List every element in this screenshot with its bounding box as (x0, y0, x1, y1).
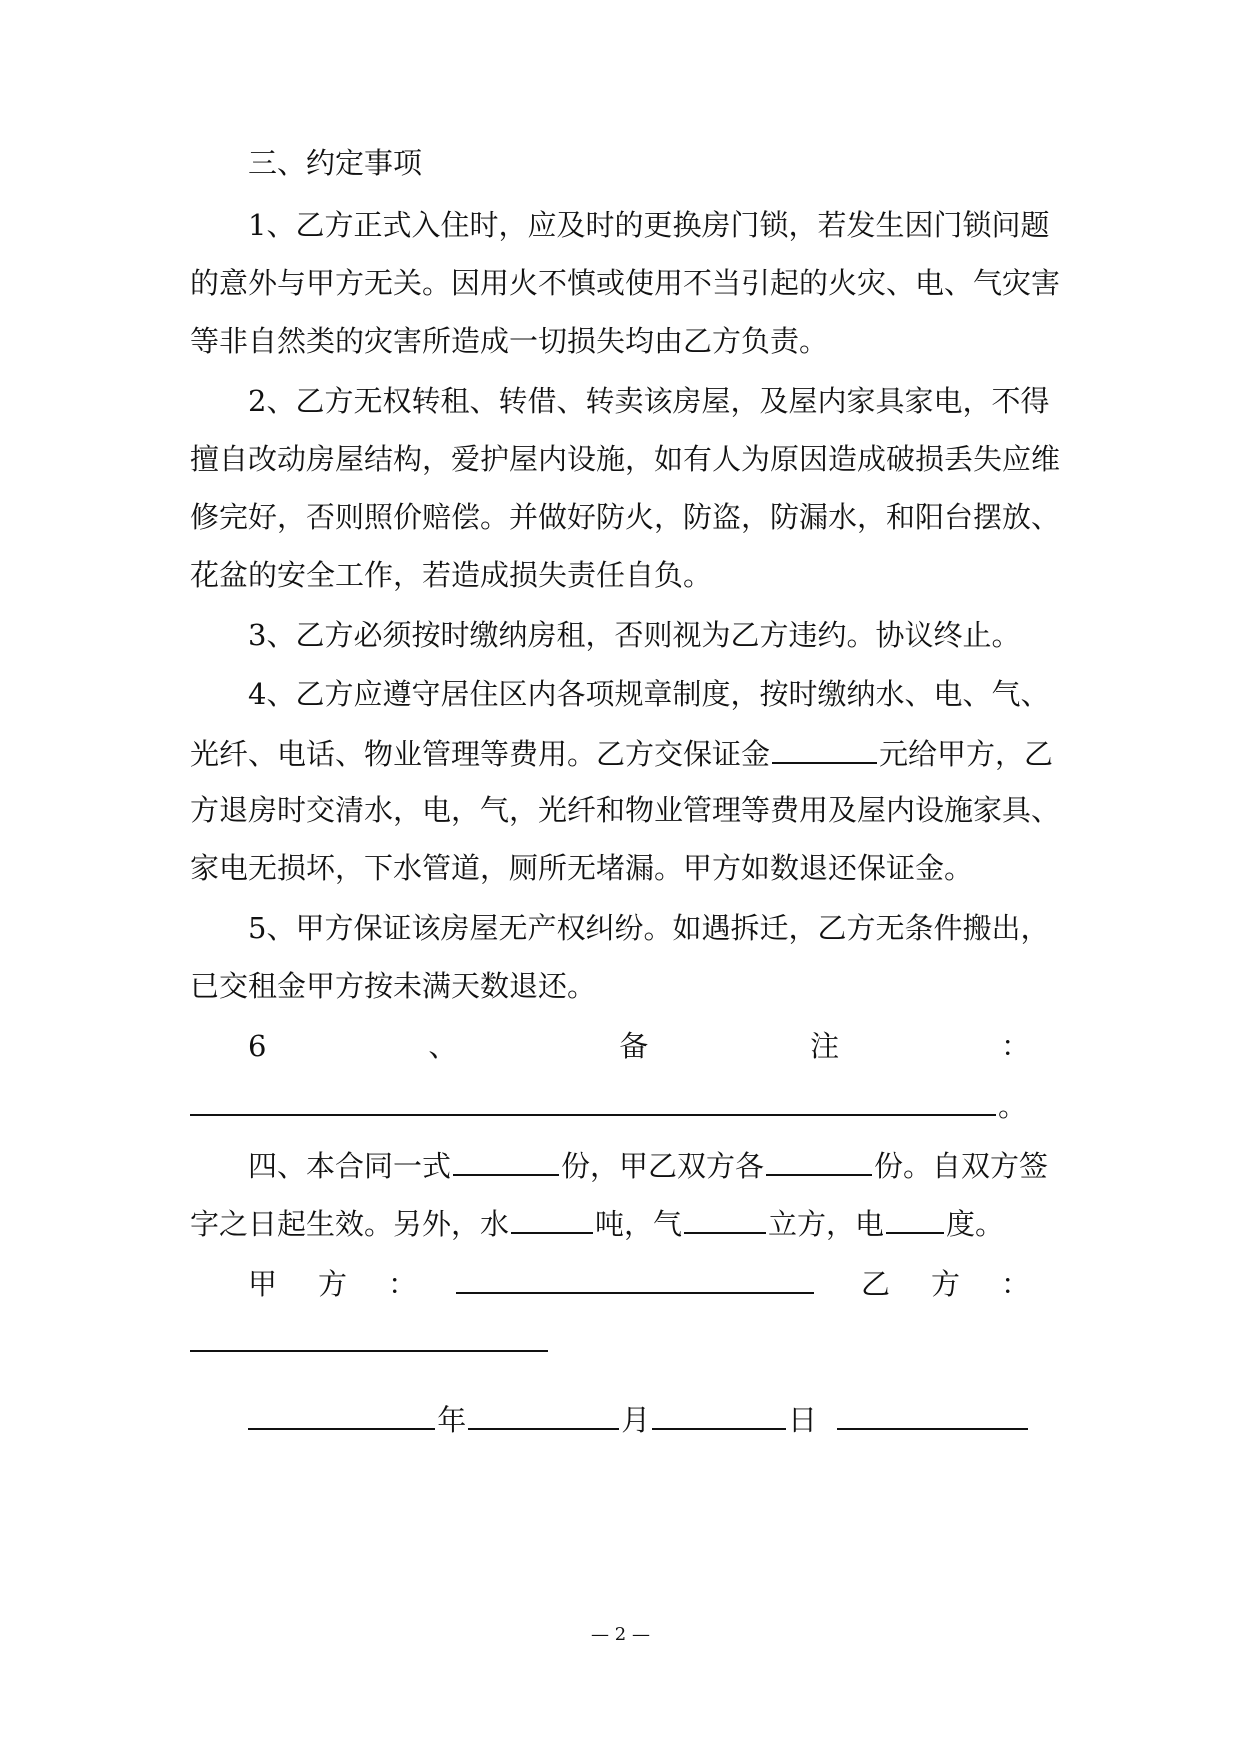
party-b-signature-blank[interactable] (190, 1320, 548, 1352)
deposit-blank[interactable] (772, 732, 877, 764)
item-6-part: 6 (248, 1029, 267, 1063)
party-b-label: 乙 方 ： (860, 1267, 1030, 1301)
item-5-line-2: 已交租金甲方按未满天数退还。 (190, 969, 597, 1003)
day-label: 日 (787, 1403, 817, 1437)
item-6-part: 备 (619, 1029, 649, 1063)
item-2-line-4: 花盆的安全工作，若造成损失责任自负。 (190, 558, 713, 592)
item-2-line-3: 修完好，否则照价赔偿。并做好防火，防盗，防漏水，和阳台摆放、 (190, 500, 1061, 534)
gas-blank[interactable] (684, 1202, 766, 1234)
item-1-line-1: 1、乙方正式入住时，应及时的更换房门锁，若发生因门锁问题 (248, 208, 1050, 242)
item-5-line-1: 5、甲方保证该房屋无产权纠纷。如遇拆迁，乙方无条件搬出， (248, 911, 1050, 945)
signature-row (248, 1262, 1030, 1302)
section-4-line-1 (248, 1144, 1050, 1184)
year-label: 年 (437, 1403, 467, 1437)
party-a-label: 甲 方 ： (248, 1267, 418, 1301)
item-4-line-2 (190, 732, 1054, 772)
page-number: — 2 — (591, 1624, 650, 1645)
item-6-remark-label (248, 1026, 1030, 1066)
item-4-line-1: 4、乙方应遵守居住区内各项规章制度，按时缴纳水、电、气、 (248, 677, 1050, 711)
electricity-blank[interactable] (886, 1202, 944, 1234)
section-4-text-c: 份。自双方签 (874, 1149, 1049, 1183)
item-6-end: 。 (998, 1089, 1028, 1123)
date-year-blank[interactable] (248, 1398, 435, 1430)
month-label: 月 (621, 1403, 651, 1437)
copies-each-blank[interactable] (766, 1144, 872, 1176)
section-4-text-a: 四、本合同一式 (248, 1149, 452, 1183)
date-day-blank[interactable] (652, 1398, 786, 1430)
item-6-part: 注 (810, 1029, 840, 1063)
copies-total-blank[interactable] (453, 1144, 559, 1176)
item-6-part: ： (1000, 1029, 1030, 1063)
date-row (248, 1398, 1030, 1438)
remark-blank[interactable] (190, 1084, 996, 1116)
section-4-line-2 (190, 1202, 1050, 1242)
date-month-blank[interactable] (468, 1398, 619, 1430)
item-4-text-b: 元给甲方，乙 (879, 737, 1054, 771)
item-4-text-a: 光纤、电话、物业管理等费用。乙方交保证金 (190, 737, 771, 771)
item-6-part: 、 (428, 1029, 458, 1063)
section-4-text-e: 吨，气 (595, 1207, 683, 1241)
item-2-line-1: 2、乙方无权转租、转借、转卖该房屋，及屋内家具家电，不得 (248, 384, 1050, 418)
item-4-line-4: 家电无损坏，下水管道，厕所无堵漏。甲方如数退还保证金。 (190, 851, 974, 885)
section-4-text-d: 字之日起生效。另外，水 (190, 1207, 510, 1241)
section-4-text-g: 度。 (946, 1207, 1005, 1241)
section-4-text-b: 份，甲乙双方各 (561, 1149, 765, 1183)
party-a-signature-blank[interactable] (456, 1262, 814, 1294)
item-6-remark-line (190, 1084, 1050, 1124)
section-4-text-f: 立方，电 (768, 1207, 885, 1241)
extra-blank[interactable] (837, 1398, 1028, 1430)
party-b-signature-line (190, 1320, 1050, 1360)
item-4-line-3: 方退房时交清水，电，气，光纤和物业管理等费用及屋内设施家具、 (190, 793, 1061, 827)
section-title: 三、约定事项 (248, 146, 423, 180)
item-2-line-2: 擅自改动房屋结构，爱护屋内设施，如有人为原因造成破损丢失应维 (190, 442, 1061, 476)
water-blank[interactable] (511, 1202, 593, 1234)
item-3-line-1: 3、乙方必须按时缴纳房租，否则视为乙方违约。协议终止。 (248, 618, 1021, 652)
item-1-line-3: 等非自然类的灾害所造成一切损失均由乙方负责。 (190, 324, 829, 358)
item-1-line-2: 的意外与甲方无关。因用火不慎或使用不当引起的火灾、电、气灾害 (190, 266, 1061, 300)
